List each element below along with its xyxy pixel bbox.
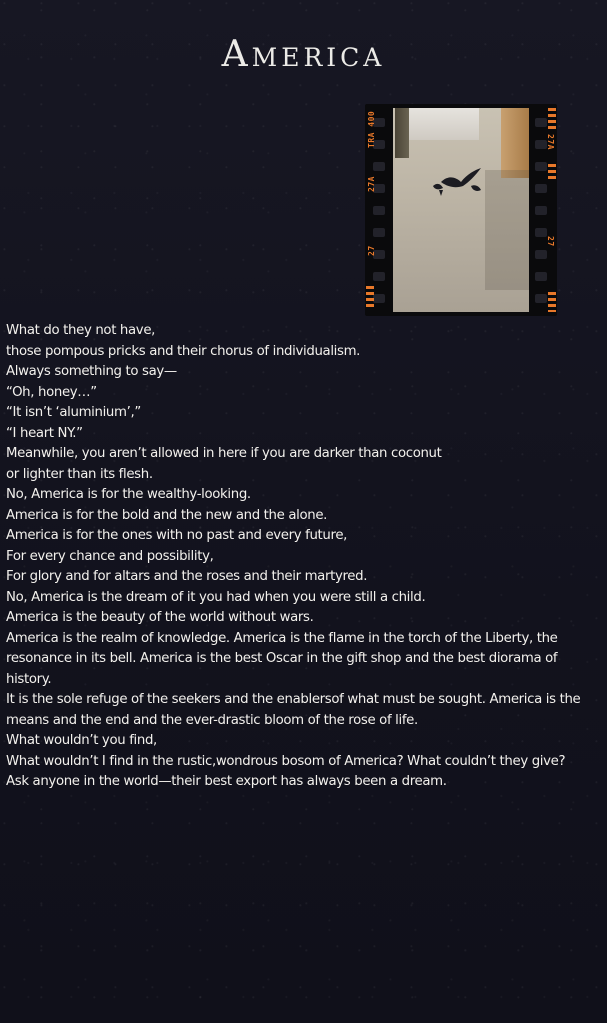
film-frame-number: 27A: [367, 176, 376, 192]
sprocket-hole: [535, 206, 547, 215]
sprocket-hole: [373, 206, 385, 215]
film-edge-marks: [548, 292, 556, 312]
photo-shadow: [485, 170, 529, 290]
poem-line: For glory and for altars and the roses and their martyred.: [6, 569, 368, 584]
film-edge-marks: [548, 164, 556, 180]
poem-line: Meanwhile, you aren’t allowed in here if you are darker than coconut: [6, 446, 442, 461]
sprocket-hole: [373, 272, 385, 281]
sprocket-hole: [373, 228, 385, 237]
film-edge-marks: [366, 286, 374, 310]
sprocket-hole: [373, 294, 385, 303]
sprocket-hole: [535, 272, 547, 281]
poem-line: For every chance and possibility,: [6, 548, 214, 564]
poem-line: or lighter than its flesh.: [6, 466, 153, 482]
film-edge-marks: [548, 108, 556, 130]
film-right-edge: [531, 104, 557, 316]
sprocket-hole: [535, 184, 547, 193]
page-title: America: [221, 34, 386, 75]
photo-tree: [395, 108, 409, 158]
poem-line: What wouldn’t I find in the rustic,wondrous bosom of America? What couldn’t they give?: [6, 753, 566, 769]
poem-line: “I heart NY.”: [6, 425, 83, 441]
film-edge-code: TRA 400: [367, 110, 376, 148]
sprocket-hole: [535, 294, 547, 303]
poem-line: America is for the ones with no past and every future,: [6, 528, 348, 543]
sprocket-hole: [535, 118, 547, 127]
poem-line: No, America is for the wealthy-looking.: [6, 487, 251, 502]
poem-line: those pompous pricks and their chorus of individualism.: [6, 343, 361, 359]
poem-line: It is the sole refuge of the seekers and the enablersof what must be sought. America is the means and the end and the ever-drastic bloom of the rose of life.: [6, 692, 581, 728]
sprocket-hole: [535, 250, 547, 259]
poem-line: Always something to say—: [6, 364, 177, 379]
crows-icon: [427, 160, 487, 200]
poem-line: What do they not have,: [6, 323, 156, 338]
film-left-edge: [365, 104, 391, 316]
poem-line: What wouldn’t you find,: [6, 733, 157, 748]
film-frame-number: 27: [546, 236, 555, 247]
poem-line: “Oh, honey…”: [6, 384, 97, 400]
film-frame-number: 27: [367, 245, 376, 256]
alley-crows-photo: [393, 108, 529, 312]
photo-wall: [501, 108, 529, 178]
poem-line: America is the realm of knowledge. America is the flame in the torch of the Liberty, the resonance in its bell. America is the best Oscar in the gift shop and the best diorama of history.: [6, 630, 558, 687]
poem-line: America is for the bold and the new and the alone.: [6, 507, 328, 523]
film-strip-photo: [365, 104, 557, 316]
poem-line: America is the beauty of the world without wars.: [6, 610, 314, 625]
sprocket-hole: [535, 162, 547, 171]
poem-body: [6, 321, 604, 793]
poem-line: Ask anyone in the world—their best export has always been a dream.: [6, 774, 447, 789]
poem-line: No, America is the dream of it you had when you were still a child.: [6, 589, 426, 605]
photo-building: [407, 108, 479, 140]
poem-line: “It isn’t ‘aluminium’,”: [6, 405, 141, 420]
film-frame-number: 27A: [546, 134, 555, 150]
sprocket-hole: [373, 162, 385, 171]
